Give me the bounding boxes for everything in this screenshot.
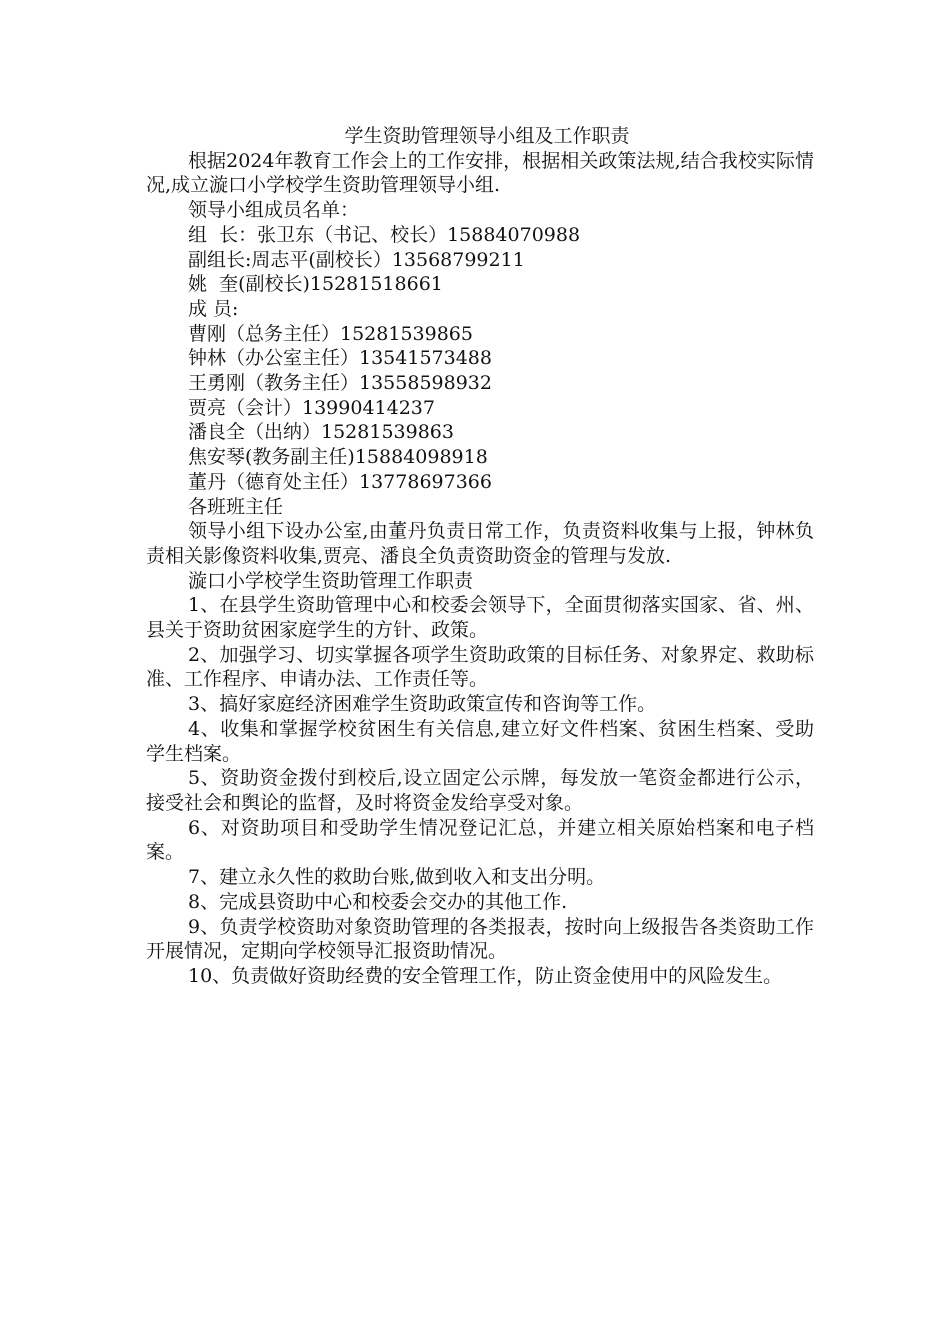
member-line: 贾亮（会计）13990414237 (188, 396, 435, 419)
member-line: 各班班主任 (188, 495, 284, 518)
duty-item: 2、加强学习、切实掌握各项学生资助政策的目标任务、对象界定、救助标准、工作程序、申请办法、工作责任等。 (146, 643, 814, 691)
member-line: 王勇刚（教务主任）13558598932 (188, 372, 492, 395)
duty-item: 6、对资助项目和受助学生情况登记汇总，并建立相关原始档案和电子档案。 (146, 816, 814, 864)
duty-item: 4、收集和掌握学校贫困生有关信息,建立好文件档案、贫困生档案、受助学生档案。 (146, 717, 814, 765)
duty-item: 5、资助资金拨付到校后,设立固定公示牌，每发放一笔资金都进行公示，接受社会和舆论的监督，及时将资金发给享受对象。 (146, 767, 814, 814)
member-line: 曹刚（总务主任）15281539865 (188, 322, 473, 345)
document-title: 学生资助管理领导小组及工作职责 (344, 125, 630, 147)
member-line: 董丹（德育处主任）13778697366 (188, 470, 492, 493)
leader-line: 组 长：张卫东（书记、校长）15884070988 (188, 223, 581, 246)
intro-paragraph: 根据2024年教育工作会上的工作安排，根据相关政策法规,结合我校实际情况,成立漩口小学校学生资助管理领导小组. (146, 149, 814, 197)
duty-item: 3、搞好家庭经济困难学生资助政策宣传和咨询等工作。 (188, 693, 657, 716)
deputy-line: 姚 奎(副校长)15281518661 (188, 273, 443, 296)
members-label: 成 员: (188, 297, 239, 320)
duty-item: 10、负责做好资助经费的安全管理工作，防止资金使用中的风险发生。 (188, 964, 783, 987)
document-body (146, 124, 814, 989)
member-line: 潘良全（出纳）15281539863 (188, 421, 454, 444)
duty-item: 8、完成县资助中心和校委会交办的其他工作. (188, 890, 568, 913)
office-paragraph: 领导小组下设办公室,由董丹负责日常工作，负责资料收集与上报，钟林负责相关影像资料收集,贾亮、潘良全负责资助资金的管理与发放. (146, 520, 814, 567)
deputy-line: 副组长:周志平(副校长）13568799211 (188, 248, 525, 271)
duty-item: 1、在县学生资助管理中心和校委会领导下，全面贯彻落实国家、省、州、县关于资助贫困家庭学生的方针、政策。 (146, 594, 814, 642)
members-heading: 领导小组成员名单： (188, 199, 360, 222)
member-line: 焦安琴(教务副主任)15884098918 (188, 446, 488, 469)
duties-heading: 漩口小学校学生资助管理工作职责 (188, 569, 474, 592)
duty-item: 9、负责学校资助对象资助管理的各类报表，按时向上级报告各类资助工作开展情况，定期向学校领导汇报资助情况。 (146, 915, 814, 963)
member-line: 钟林（办公室主任）13541573488 (188, 347, 492, 370)
duty-item: 7、建立永久性的救助台账,做到收入和支出分明。 (188, 866, 606, 889)
